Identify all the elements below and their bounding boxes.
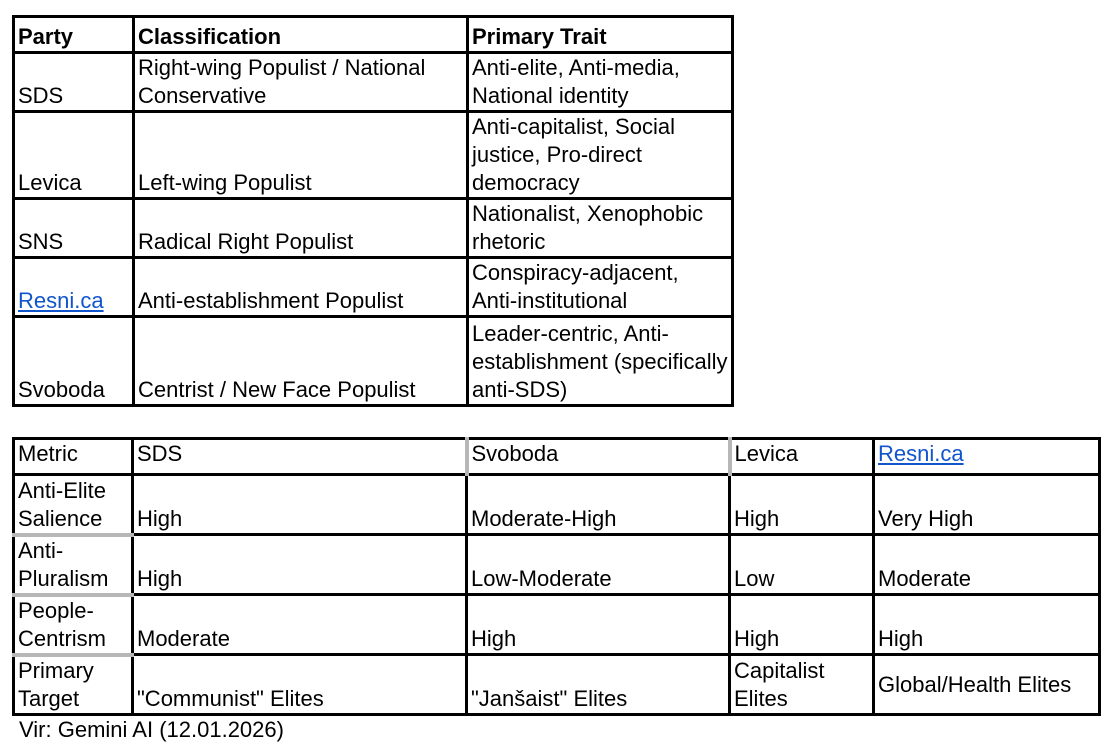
metric-cell: Anti-Elite Salience	[14, 475, 133, 535]
table-row	[14, 595, 1100, 655]
value-cell: "Janšaist" Elites	[467, 655, 730, 715]
table-row	[14, 258, 733, 317]
table-header-row	[14, 17, 733, 53]
table-row	[14, 53, 733, 112]
source-caption: Vir: Gemini AI (12.01.2026)	[19, 717, 284, 742]
table-row	[14, 199, 733, 258]
value-cell: Moderate	[133, 595, 467, 655]
value-cell: High	[730, 475, 874, 535]
table-row	[14, 475, 1100, 535]
trait-cell: Conspiracy-adjacent, Anti-institutional	[468, 258, 733, 317]
table-header-row	[14, 439, 1100, 475]
value-cell: High	[467, 595, 730, 655]
value-cell: Moderate	[874, 535, 1100, 595]
trait-cell: Anti-capitalist, Social justice, Pro-direct democracy	[468, 112, 733, 199]
header-classification: Classification	[134, 17, 468, 53]
value-cell: Low-Moderate	[467, 535, 730, 595]
value-cell: High	[133, 475, 467, 535]
header-svoboda: Svoboda	[467, 439, 730, 475]
header-resnica	[874, 439, 1100, 475]
value-cell: Very High	[874, 475, 1100, 535]
value-cell: Moderate-High	[467, 475, 730, 535]
party-cell: SDS	[14, 53, 134, 112]
value-cell: High	[133, 535, 467, 595]
party-cell	[14, 258, 134, 317]
party-cell: Svoboda	[14, 317, 134, 406]
party-cell: Levica	[14, 112, 134, 199]
header-primary-trait: Primary Trait	[468, 17, 733, 53]
classification-cell: Anti-establishment Populist	[134, 258, 468, 317]
party-classification-table	[12, 15, 734, 407]
value-cell: High	[730, 595, 874, 655]
party-cell: SNS	[14, 199, 134, 258]
populism-metrics-table	[12, 437, 1101, 716]
header-metric: Metric	[14, 439, 133, 475]
table-row	[14, 655, 1100, 715]
header-levica: Levica	[730, 439, 874, 475]
trait-cell: Anti-elite, Anti-media, National identity	[468, 53, 733, 112]
resnica-link[interactable]: Resni.ca	[18, 288, 104, 313]
value-cell: High	[874, 595, 1100, 655]
value-cell: Capitalist Elites	[730, 655, 874, 715]
table-row	[14, 535, 1100, 595]
header-party: Party	[14, 17, 134, 53]
trait-cell: Nationalist, Xenophobic rhetoric	[468, 199, 733, 258]
classification-cell: Centrist / New Face Populist	[134, 317, 468, 406]
classification-cell: Right-wing Populist / National Conservative	[134, 53, 468, 112]
metric-cell: People-Centrism	[14, 595, 133, 655]
value-cell: "Communist" Elites	[133, 655, 467, 715]
metric-cell: Primary Target	[14, 655, 133, 715]
classification-cell: Radical Right Populist	[134, 199, 468, 258]
classification-cell: Left-wing Populist	[134, 112, 468, 199]
value-cell: Global/Health Elites	[874, 655, 1100, 715]
metric-cell: Anti-Pluralism	[14, 535, 133, 595]
table-row	[14, 112, 733, 199]
table-row	[14, 317, 733, 406]
resnica-link[interactable]: Resni.ca	[878, 441, 964, 466]
value-cell: Low	[730, 535, 874, 595]
trait-cell: Leader-centric, Anti-establishment (specifically anti-SDS)	[468, 317, 733, 406]
header-sds: SDS	[133, 439, 467, 475]
